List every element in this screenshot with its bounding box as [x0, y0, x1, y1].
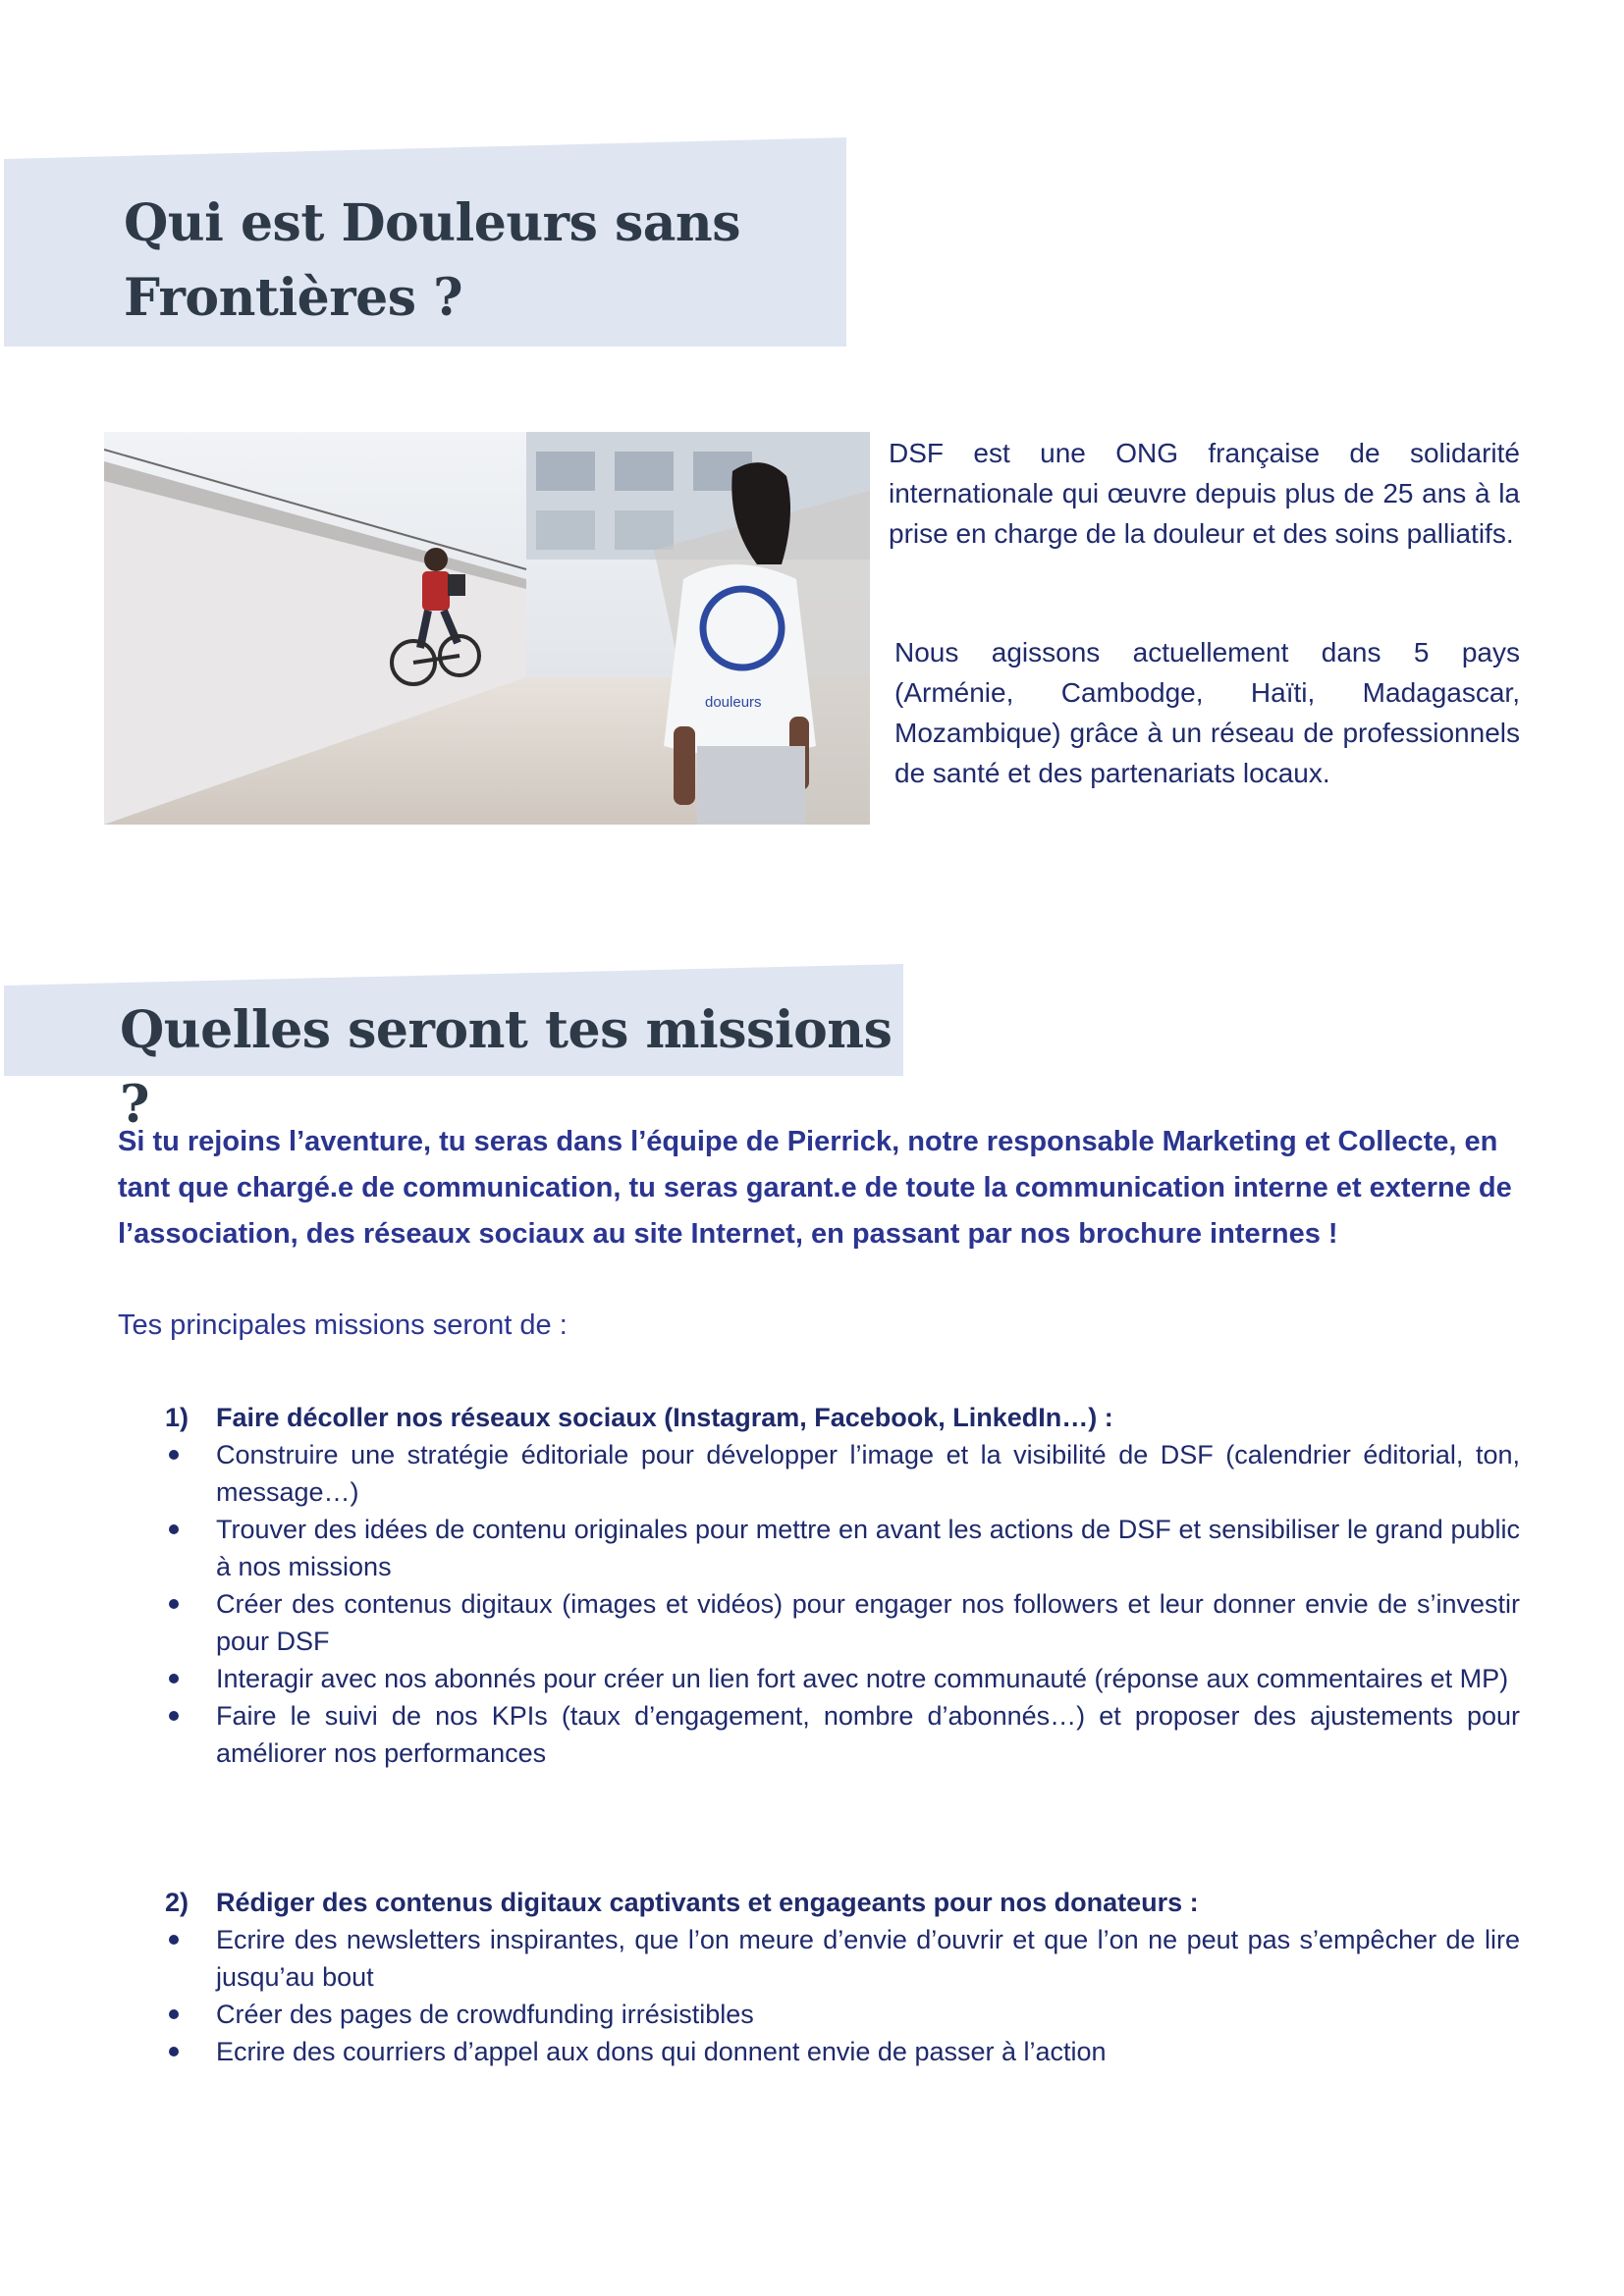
- bullet-icon: [169, 2047, 179, 2056]
- list-item: [167, 1660, 1520, 1697]
- list-item: [167, 1511, 1520, 1585]
- mission-group-heading: [165, 1884, 1199, 1921]
- list-item-text: Ecrire des courriers d’appel aux dons qui donnent envie de passer à l’action: [216, 2037, 1107, 2066]
- list-item-text: Construire une stratégie éditoriale pour développer l’image et la visibilité de DSF (calendrier éditorial, ton, message…): [216, 1440, 1520, 1507]
- bullet-icon: [169, 1711, 179, 1721]
- list-item: [167, 1436, 1520, 1511]
- section-title-missions: Quelles seront tes missions ?: [120, 1000, 893, 1135]
- list-item: [167, 2033, 1520, 2070]
- mission-list-social: [167, 1436, 1520, 1772]
- missions-intro: Tes principales missions seront de :: [118, 1309, 568, 1341]
- mission-group-number: 2): [165, 1888, 189, 1917]
- list-item: [167, 1697, 1520, 1772]
- list-item: [167, 1585, 1520, 1660]
- list-item-text: Créer des pages de crowdfunding irrésistibles: [216, 2000, 754, 2029]
- bullet-icon: [169, 1599, 179, 1609]
- bullet-icon: [169, 1935, 179, 1945]
- mission-list-donors: [167, 1921, 1520, 2070]
- bullet-icon: [169, 1674, 179, 1683]
- missions-lead-paragraph: Si tu rejoins l’aventure, tu seras dans l’équipe de Pierrick, notre responsable Marketing et Collecte, en tant que chargé.e de communication, tu seras garant.e de toute la communication interne et externe de l’association, des réseaux sociaux au site Internet, en passant par nos brochure internes !: [118, 1126, 1512, 1250]
- section-title-who: Qui est Douleurs sans Frontières ?: [124, 193, 740, 328]
- list-item-text: Interagir avec nos abonnés pour créer un lien fort avec notre communauté (réponse aux commentaires et MP): [216, 1664, 1509, 1693]
- list-item-text: Ecrire des newsletters inspirantes, que l’on meure d’envie d’ouvrir et que l’on ne peut pas s’empêcher de lire jusqu’au bout: [216, 1925, 1520, 1992]
- intro-paragraph-2: Nous agissons actuellement dans 5 pays (Arménie, Cambodge, Haïti, Madagascar, Mozambique) grâce à un réseau de professionnels de santé et des partenariats locaux.: [894, 637, 1520, 788]
- list-item: [167, 1996, 1520, 2033]
- bullet-icon: [169, 2009, 179, 2019]
- intro-paragraph-1: DSF est une ONG française de solidarité internationale qui œuvre depuis plus de 25 ans à la prise en charge de la douleur et des soins palliatifs.: [889, 438, 1520, 549]
- bullet-icon: [169, 1524, 179, 1534]
- list-item: [167, 1921, 1520, 1996]
- shirt-logo-text: douleurs: [705, 694, 762, 711]
- list-item-text: Créer des contenus digitaux (images et vidéos) pour engager nos followers et leur donner envie de s’investir pour DSF: [216, 1589, 1520, 1656]
- list-item-text: Trouver des idées de contenu originales pour mettre en avant les actions de DSF et sensibiliser le grand public à nos missions: [216, 1515, 1520, 1581]
- photo-volunteer-street: [104, 432, 870, 825]
- list-item-text: Faire le suivi de nos KPIs (taux d’engagement, nombre d’abonnés…) et proposer des ajustements pour améliorer nos performances: [216, 1701, 1520, 1768]
- mission-group-number: 1): [165, 1403, 189, 1432]
- mission-group-heading: [165, 1399, 1113, 1436]
- mission-group-title: Faire décoller nos réseaux sociaux (Instagram, Facebook, LinkedIn…) :: [216, 1403, 1113, 1432]
- mission-group-title: Rédiger des contenus digitaux captivants et engageants pour nos donateurs :: [216, 1888, 1199, 1917]
- bullet-icon: [169, 1450, 179, 1460]
